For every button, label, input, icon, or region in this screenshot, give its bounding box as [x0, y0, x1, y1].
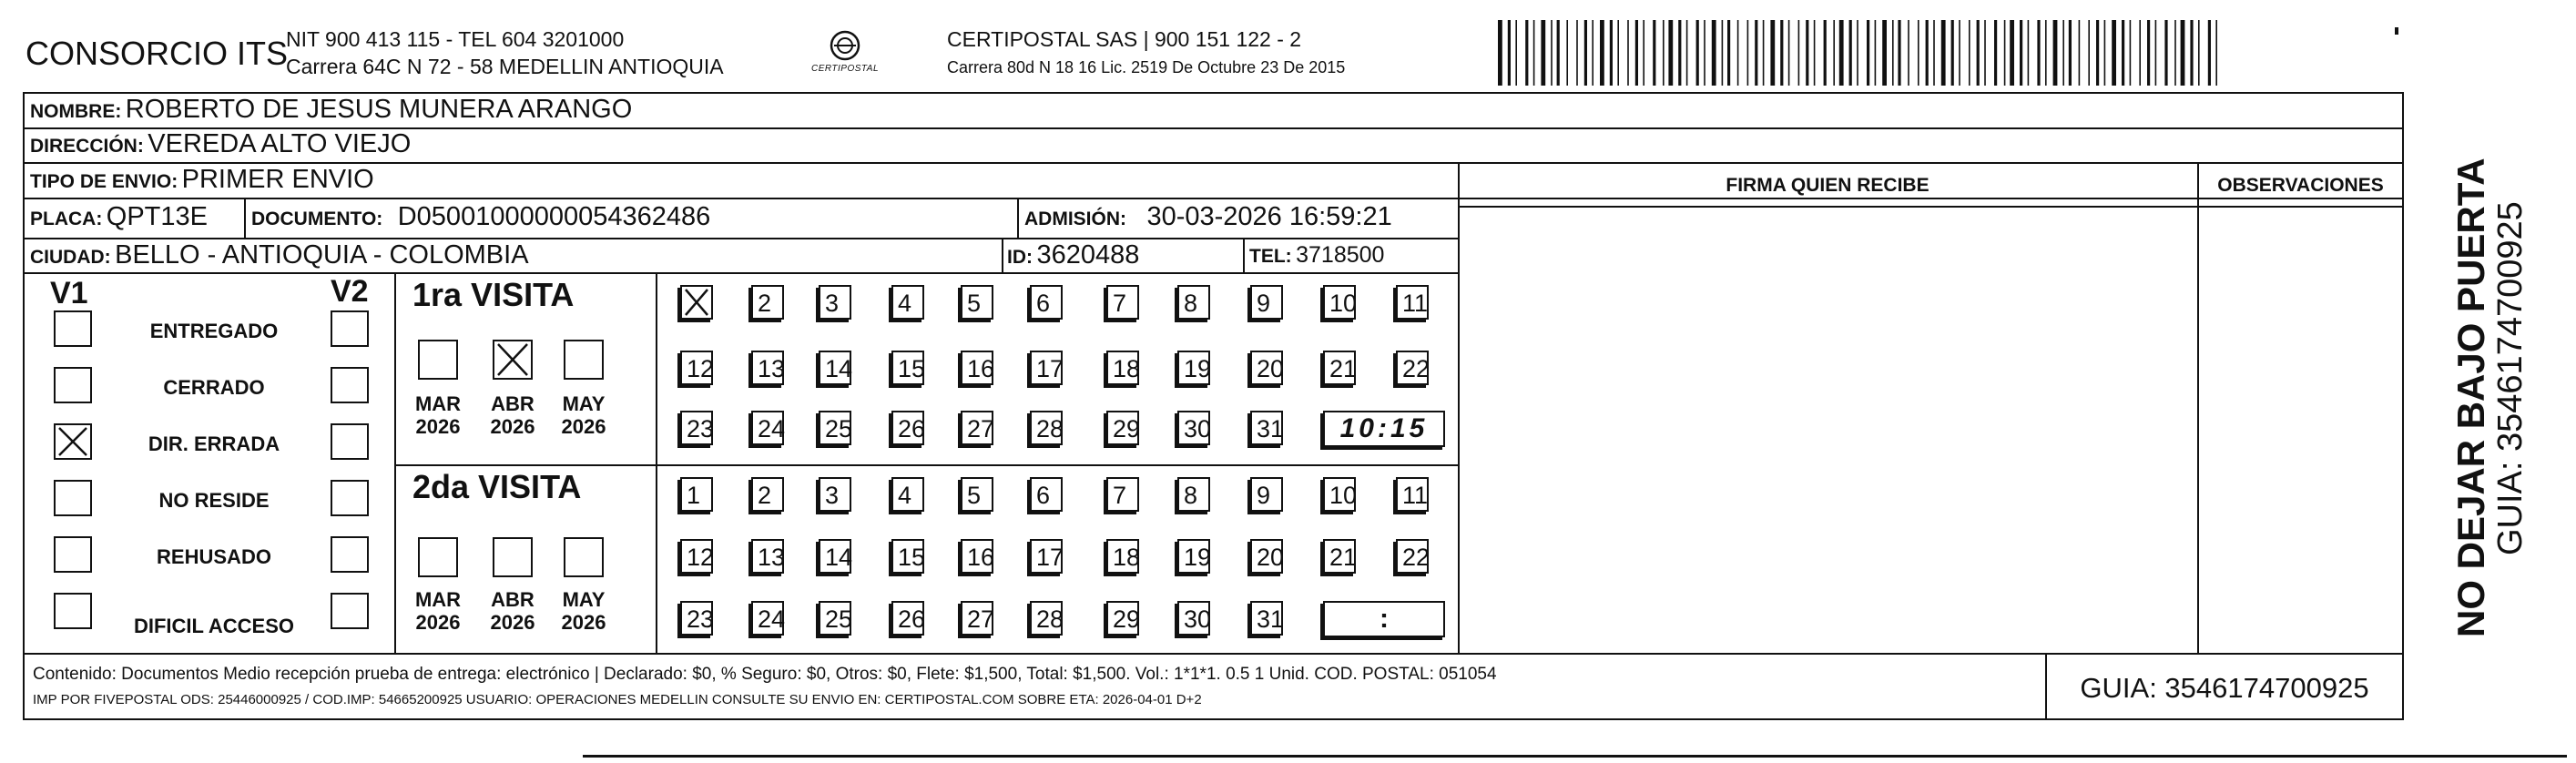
barcode-bar: [1951, 20, 1954, 86]
tipo-envio-value: PRIMER ENVIO: [181, 165, 374, 194]
day-box[interactable]: 23: [680, 411, 713, 445]
admision-label: ADMISIÓN:: [1024, 209, 1126, 229]
barcode-bar: [1635, 20, 1638, 86]
barcode-bar: [1908, 20, 1909, 86]
day-box[interactable]: 9: [1250, 477, 1283, 512]
barcode-bar: [1557, 20, 1560, 86]
v2-header: V2: [331, 274, 369, 309]
id-label: ID:: [1007, 247, 1033, 268]
barcode-bar: [1551, 20, 1553, 86]
barcode-bar: [1576, 20, 1578, 86]
nombre-row: [30, 95, 632, 125]
barcode-bar: [1849, 20, 1852, 86]
barcode-bar: [1875, 20, 1877, 86]
id-value: 3620488: [1036, 240, 1140, 270]
barcode-bar: [1727, 20, 1730, 86]
visit-1: [394, 272, 1458, 464]
company-name: CONSORCIO ITS: [25, 35, 289, 72]
month-year: 2026: [561, 611, 606, 634]
barcode-bar: [1508, 20, 1511, 86]
barcode-bar: [1566, 20, 1568, 86]
v2-checkbox[interactable]: [331, 536, 369, 573]
x-mark-icon: [682, 287, 711, 318]
barcode-bar: [1592, 20, 1593, 86]
day-box[interactable]: 29: [1106, 411, 1139, 445]
status-label: NO RESIDE: [158, 489, 270, 512]
barcode-bar: [1788, 20, 1790, 86]
day-box[interactable]: 13: [751, 351, 784, 385]
status-label: DIR. ERRADA: [148, 432, 280, 455]
nombre-label: NOMBRE:: [30, 101, 122, 122]
day-box[interactable]: 16: [961, 351, 993, 385]
v1-checkbox[interactable]: [54, 480, 92, 516]
barcode-bar: [1969, 20, 1970, 86]
day-box[interactable]: 22: [1396, 351, 1429, 385]
barcode-bar: [1525, 20, 1528, 86]
v1-checkbox[interactable]: [54, 536, 92, 573]
day-box[interactable]: 21: [1323, 539, 1356, 574]
barcode-bar: [1696, 20, 1699, 86]
day-box[interactable]: 27: [961, 601, 993, 636]
barcode-bar: [1737, 20, 1739, 86]
time-box[interactable]: [1323, 411, 1445, 447]
month-checkbox[interactable]: [493, 340, 533, 380]
side-guia: GUIA: 3546174700925: [2491, 201, 2530, 555]
day-box[interactable]: 5: [961, 477, 993, 512]
month-label: [485, 392, 540, 438]
status-panel: [23, 272, 394, 653]
status-label: DIFICIL ACCESO: [133, 615, 294, 637]
corner-mark: [2395, 27, 2398, 35]
month-name: ABR: [491, 392, 535, 415]
month-year: 2026: [490, 415, 535, 438]
time-box[interactable]: [1323, 601, 1445, 637]
barcode-bar: [2215, 20, 2217, 86]
barcode-bar: [1882, 20, 1887, 86]
barcode-bar: [2147, 20, 2150, 86]
barcode-bar: [1533, 20, 1535, 86]
company-nit: NIT 900 413 115 - TEL 604 3201000: [286, 27, 625, 51]
x-mark-icon: [56, 425, 90, 458]
barcode-bar: [1653, 20, 1655, 86]
barcode-bar: [2010, 20, 2014, 86]
day-box[interactable]: 7: [1106, 477, 1139, 512]
day-box[interactable]: 31: [1250, 411, 1283, 445]
barcode-bar: [2104, 20, 2106, 86]
barcode-bar: [1814, 20, 1816, 86]
month-year: 2026: [415, 415, 461, 438]
day-box[interactable]: 28: [1030, 601, 1063, 636]
day-box[interactable]: 15: [891, 351, 924, 385]
observaciones-header: OBSERVACIONES: [2217, 175, 2384, 196]
direccion-row: [30, 129, 411, 159]
day-box[interactable]: 3: [819, 285, 851, 320]
barcode-bar: [2174, 20, 2176, 86]
day-box[interactable]: 26: [891, 601, 924, 636]
barcode-bar: [2069, 20, 2072, 86]
certipostal-logo: [809, 27, 881, 82]
barcode-bar: [2020, 20, 2022, 86]
v2-checkbox[interactable]: [331, 367, 369, 403]
day-box[interactable]: 8: [1177, 285, 1210, 320]
barcode-bar: [1678, 20, 1681, 86]
barcode: [1496, 20, 2225, 88]
day-box[interactable]: 10: [1323, 285, 1356, 320]
day-box[interactable]: 11: [1396, 477, 1429, 512]
tipo-envio-label: TIPO DE ENVIO:: [30, 171, 178, 192]
barcode-bar: [2130, 20, 2132, 86]
day-box[interactable]: 10: [1323, 477, 1356, 512]
direccion-value: VEREDA ALTO VIEJO: [148, 129, 412, 158]
day-box[interactable]: 4: [891, 285, 924, 320]
v1-header: V1: [50, 276, 88, 310]
documento-field: [251, 202, 710, 232]
barcode-bar: [2164, 20, 2167, 86]
barcode-bar: [1798, 20, 1800, 86]
day-box[interactable]: 23: [680, 601, 713, 636]
month-year: 2026: [561, 415, 606, 438]
barcode-bar: [1515, 20, 1517, 86]
month-checkbox[interactable]: [564, 340, 604, 380]
time-value: 10:15: [1339, 413, 1429, 443]
day-box[interactable]: 16: [961, 539, 993, 574]
day-box[interactable]: 9: [1250, 285, 1283, 320]
v2-checkbox[interactable]: [331, 480, 369, 516]
barcode-bar: [1763, 20, 1765, 86]
day-box[interactable]: 25: [819, 411, 851, 445]
carrier-name: CERTIPOSTAL SAS | 900 151 122 - 2: [947, 27, 1302, 51]
barcode-bar: [2139, 20, 2141, 86]
day-box[interactable]: 12: [680, 351, 713, 385]
day-box[interactable]: 30: [1177, 601, 1210, 636]
month-checkbox[interactable]: [418, 537, 458, 577]
barcode-bar: [2181, 20, 2185, 86]
day-box[interactable]: 20: [1250, 351, 1283, 385]
barcode-bar: [1755, 20, 1757, 86]
visit-2: [394, 464, 1458, 653]
documento-value: D05001000000054362486: [397, 202, 711, 231]
barcode-bar: [2037, 20, 2040, 86]
barcode-bar: [1610, 20, 1613, 86]
day-box[interactable]: 31: [1250, 601, 1283, 636]
barcode-bar: [1839, 20, 1844, 86]
day-box[interactable]: 17: [1030, 351, 1063, 385]
month-name: MAY: [562, 588, 606, 611]
visit-title: 1ra VISITA: [412, 276, 575, 313]
nombre-value: ROBERTO DE JESUS MUNERA ARANGO: [125, 95, 633, 124]
day-box[interactable]: 6: [1030, 477, 1063, 512]
barcode-bar: [1984, 20, 1986, 86]
day-box[interactable]: 15: [891, 539, 924, 574]
day-box[interactable]: 18: [1106, 539, 1139, 574]
barcode-bar: [2096, 20, 2099, 86]
month-year: 2026: [490, 611, 535, 634]
barcode-bar: [1627, 20, 1629, 86]
visit-title: 2da VISITA: [412, 468, 582, 505]
barcode-bar: [2045, 20, 2047, 86]
day-box[interactable]: 25: [819, 601, 851, 636]
day-box[interactable]: 8: [1177, 477, 1210, 512]
barcode-bar: [1833, 20, 1835, 86]
v1-checkbox[interactable]: [54, 593, 92, 629]
shadow-line: [583, 755, 2567, 758]
v2-checkbox[interactable]: [331, 310, 369, 347]
barcode-bar: [1617, 20, 1619, 86]
barcode-bar: [1770, 20, 1775, 86]
day-box[interactable]: 12: [680, 539, 713, 574]
barcode-bar: [1898, 20, 1900, 86]
month-name: MAY: [562, 392, 606, 415]
day-box[interactable]: 1: [680, 477, 713, 512]
barcode-bar: [1668, 20, 1673, 86]
v1-checkbox[interactable]: [54, 310, 92, 347]
month-name: MAR: [414, 392, 462, 415]
time-value: :: [1380, 604, 1389, 634]
day-box[interactable]: 24: [751, 411, 784, 445]
month-year: 2026: [415, 611, 461, 634]
barcode-bar: [1994, 20, 1997, 86]
barcode-bar: [1722, 20, 1724, 86]
barcode-bar: [1747, 20, 1749, 86]
barcode-bar: [1892, 20, 1894, 86]
day-box[interactable]: 5: [961, 285, 993, 320]
barcode-bar: [2208, 20, 2211, 86]
barcode-bar: [2062, 20, 2064, 86]
status-label: CERRADO: [163, 376, 265, 399]
month-name: ABR: [491, 588, 535, 611]
day-box[interactable]: 20: [1250, 539, 1283, 574]
barcode-bar: [2190, 20, 2193, 86]
firma-header: FIRMA QUIEN RECIBE: [1726, 175, 1929, 196]
barcode-bar: [1959, 20, 1960, 86]
day-box[interactable]: 4: [891, 477, 924, 512]
side-warning: NO DEJAR BAJO PUERTA: [2449, 158, 2492, 637]
barcode-bar: [1918, 20, 1919, 86]
barcode-bar: [1824, 20, 1827, 86]
day-box[interactable]: 19: [1177, 539, 1210, 574]
logo-text: CERTIPOSTAL: [810, 64, 880, 74]
v1-checkbox[interactable]: [54, 423, 92, 460]
day-box[interactable]: [680, 285, 713, 320]
status-label: ENTREGADO: [149, 320, 279, 342]
month-checkbox[interactable]: [493, 537, 533, 577]
barcode-bar: [1780, 20, 1783, 86]
documento-label: DOCUMENTO:: [251, 209, 383, 229]
day-box[interactable]: 24: [751, 601, 784, 636]
certipostal-logo-icon: [809, 27, 881, 82]
day-box[interactable]: 13: [751, 539, 784, 574]
ciudad-label: CIUDAD:: [30, 247, 111, 268]
barcode-bar: [2155, 20, 2157, 86]
barcode-bar: [2004, 20, 2006, 86]
month-label: [411, 392, 465, 438]
placa-value: QPT13E: [106, 202, 208, 231]
day-box[interactable]: 19: [1177, 351, 1210, 385]
barcode-bar: [1686, 20, 1688, 86]
placa-label: PLACA:: [30, 209, 103, 229]
day-box[interactable]: 30: [1177, 411, 1210, 445]
barcode-bar: [1926, 20, 1929, 86]
barcode-bar: [1498, 20, 1502, 86]
day-box[interactable]: 29: [1106, 601, 1139, 636]
day-box[interactable]: 17: [1030, 539, 1063, 574]
month-label: [485, 588, 540, 634]
barcode-bar: [1933, 20, 1935, 86]
day-box[interactable]: 26: [891, 411, 924, 445]
admision-value: 30-03-2026 16:59:21: [1146, 202, 1392, 231]
barcode-bar: [1600, 20, 1604, 86]
placa-field: [30, 202, 208, 232]
v2-checkbox[interactable]: [331, 423, 369, 460]
x-mark-icon: [494, 341, 531, 378]
day-box[interactable]: 7: [1106, 285, 1139, 320]
day-box[interactable]: 2: [751, 285, 784, 320]
barcode-bar: [1867, 20, 1869, 86]
day-box[interactable]: 18: [1106, 351, 1139, 385]
tel-label: TEL:: [1249, 246, 1292, 267]
barcode-bar: [1941, 20, 1946, 86]
footer-guia: GUIA: 3546174700925: [2080, 672, 2369, 704]
day-box[interactable]: 28: [1030, 411, 1063, 445]
tipo-envio-row: [30, 165, 374, 195]
barcode-bar: [2053, 20, 2058, 86]
direccion-label: DIRECCIÓN:: [30, 136, 144, 157]
day-box[interactable]: 6: [1030, 285, 1063, 320]
footer-imp: IMP POR FIVEPOSTAL ODS: 25446000925 / COD.IMP: 54665200925 USUARIO: OPERACIONES MEDELLIN CONSULTE SU ENVIO EN: CERTIPOSTAL.COM SOBRE ETA: 2026-04-01 D+2: [33, 692, 1202, 707]
barcode-bar: [1541, 20, 1545, 86]
month-checkbox[interactable]: [564, 537, 604, 577]
day-box[interactable]: 3: [819, 477, 851, 512]
barcode-bar: [1806, 20, 1808, 86]
barcode-bar: [1643, 20, 1644, 86]
barcode-bar: [1712, 20, 1716, 86]
barcode-bar: [1663, 20, 1665, 86]
month-label: [556, 588, 611, 634]
v1-checkbox[interactable]: [54, 367, 92, 403]
day-box[interactable]: 2: [751, 477, 784, 512]
day-box[interactable]: 27: [961, 411, 993, 445]
status-label: REHUSADO: [157, 545, 271, 568]
month-label: [556, 392, 611, 438]
day-box[interactable]: 14: [819, 539, 851, 574]
day-box[interactable]: 21: [1323, 351, 1356, 385]
barcode-bar: [1584, 20, 1587, 86]
month-checkbox[interactable]: [418, 340, 458, 380]
month-name: MAR: [414, 588, 462, 611]
id-field: [1007, 240, 1139, 270]
day-box[interactable]: 14: [819, 351, 851, 385]
barcode-bar: [2198, 20, 2200, 86]
barcode-bar: [1857, 20, 1858, 86]
barcode-bar: [2112, 20, 2116, 86]
day-box[interactable]: 22: [1396, 539, 1429, 574]
barcode-bar: [2122, 20, 2124, 86]
tel-value: 3718500: [1296, 242, 1385, 268]
month-label: [411, 588, 465, 634]
barcode-bar: [2079, 20, 2081, 86]
barcode-bar: [2028, 20, 2030, 86]
barcode-bar: [1977, 20, 1980, 86]
ciudad-field: [30, 240, 529, 270]
ciudad-value: BELLO - ANTIOQUIA - COLOMBIA: [115, 240, 529, 270]
v2-checkbox[interactable]: [331, 593, 369, 629]
carrier-license: Carrera 80d N 18 16 Lic. 2519 De Octubre 23 De 2015: [947, 58, 1346, 76]
admision-field: [1024, 202, 1392, 232]
tel-field: [1249, 242, 1384, 269]
barcode-bar: [2088, 20, 2090, 86]
company-address: Carrera 64C N 72 - 58 MEDELLIN ANTIOQUIA: [286, 55, 724, 78]
barcode-bar: [1704, 20, 1705, 86]
day-box[interactable]: 11: [1396, 285, 1429, 320]
footer-contenido: Contenido: Documentos Medio recepción prueba de entrega: electrónico | Declarado: $0, % Seguro: $0, Otros: $0, Flete: $1,500, Total: $1,500. Vol.: 1*1*1. 0.5 1 Unid. COD. POSTAL: 051054: [33, 665, 1497, 684]
